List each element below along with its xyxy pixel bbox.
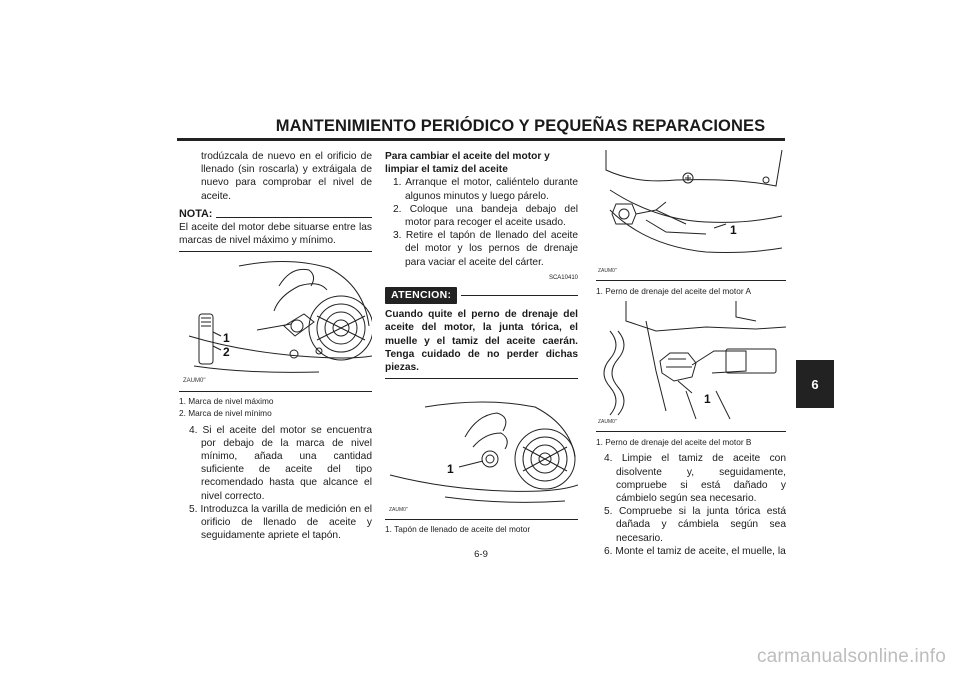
fig3-code: ZAUM0" bbox=[598, 268, 617, 274]
step-3: 3. Retire el tapón de llenado del aceite del motor y los pernos de drenaje para vaciar el aceite del cárter. bbox=[393, 230, 578, 268]
nota-rule bbox=[216, 217, 372, 218]
fig4-callout-1: 1 bbox=[704, 392, 711, 407]
fig4-rule bbox=[596, 431, 786, 432]
fig2-rule bbox=[385, 519, 578, 520]
step-1: 1. Arranque el motor, caliéntelo durante algunos minutos y luego párelo. bbox=[393, 177, 578, 202]
nota-heading bbox=[179, 208, 372, 221]
step-4: 4. Si el aceite del motor se encuentra por debajo de la marca de nivel mínimo, añada una cantidad suficiente de aceite del tipo recomendado hasta que alcance el nivel correcto. bbox=[189, 424, 372, 502]
fig1-caption-1: 1. Marca de nivel máximo bbox=[179, 395, 274, 406]
step-4b: 4. Limpie el tamiz de aceite con disolvente y, seguidamente, compruebe si está dañado y cámbielo según sea necesario. bbox=[604, 453, 786, 505]
filler-cap-figure bbox=[385, 397, 578, 515]
step-6b: 6. Monte el tamiz de aceite, el muelle, la bbox=[604, 545, 786, 557]
warning-badge: ATENCION: bbox=[385, 287, 457, 304]
title-rule bbox=[177, 138, 785, 141]
warning-text: Cuando quite el perno de drenaje del aceite del motor, la junta tórica, el muelle y el tamiz del aceite caerán. Tenga cuidado de no perder dichas piezas. bbox=[385, 309, 578, 374]
fig1-callout-1: 1 bbox=[223, 331, 230, 346]
step-2: 2. Coloque una bandeja debajo del motor para recoger el aceite usado. bbox=[393, 203, 578, 229]
fig1-caption-2: 2. Marca de nivel mínimo bbox=[179, 407, 272, 418]
drain-bolt-b-figure bbox=[596, 301, 786, 427]
warning-header bbox=[385, 287, 578, 304]
nota-end-rule bbox=[179, 251, 372, 252]
step-5: 5. Introduzca la varilla de medición en el orificio de llenado de aceite y seguidamente apriete el tapón. bbox=[189, 503, 372, 542]
fig1-callout-2: 2 bbox=[223, 345, 230, 360]
fig1-rule bbox=[179, 391, 372, 392]
column-1 bbox=[179, 150, 372, 542]
page-title: MANTENIMIENTO PERIÓDICO Y PEQUEÑAS REPARACIONES bbox=[275, 117, 766, 135]
warning-code: SCA10410 bbox=[548, 274, 578, 281]
step-5b: 5. Compruebe si la junta tórica está dañada y cámbiela según sea necesario. bbox=[604, 506, 786, 544]
dipstick-figure bbox=[179, 256, 372, 386]
fig1-code: ZAUM0" bbox=[183, 378, 206, 385]
section-heading: Para cambiar el aceite del motor y limpiar el tamiz del aceite bbox=[385, 151, 550, 176]
nota-text: El aceite del motor debe situarse entre las marcas de nivel máximo y mínimo. bbox=[179, 222, 372, 247]
fig4-code: ZAUM0" bbox=[598, 419, 617, 426]
fig2-caption: 1. Tapón de llenado de aceite del motor bbox=[385, 524, 531, 535]
fig2-callout-1: 1 bbox=[447, 462, 454, 477]
fig2-code: ZAUM0" bbox=[389, 507, 408, 514]
column-3 bbox=[596, 150, 786, 558]
fig3-callout-1: 1 bbox=[730, 223, 737, 237]
warning-rule bbox=[461, 295, 578, 296]
warning-end-rule bbox=[385, 378, 578, 379]
nota-label: NOTA: bbox=[179, 207, 213, 220]
chapter-tab: 6 bbox=[796, 360, 834, 408]
column-2 bbox=[385, 150, 578, 535]
fig4-caption: 1. Perno de drenaje del aceite del motor B bbox=[596, 437, 752, 448]
drain-bolt-a-figure bbox=[596, 150, 786, 276]
page-number: 6-9 bbox=[474, 549, 488, 560]
fig3-caption: 1. Perno de drenaje del aceite del motor A bbox=[596, 286, 751, 297]
fig3-rule bbox=[596, 280, 786, 281]
intro-paragraph: trodúzcala de nuevo en el orificio de llenado (sin roscarla) y extráigala de nuevo para comprobar el nivel de aceite. bbox=[201, 151, 372, 202]
watermark: carmanualsonline.info bbox=[756, 646, 946, 667]
